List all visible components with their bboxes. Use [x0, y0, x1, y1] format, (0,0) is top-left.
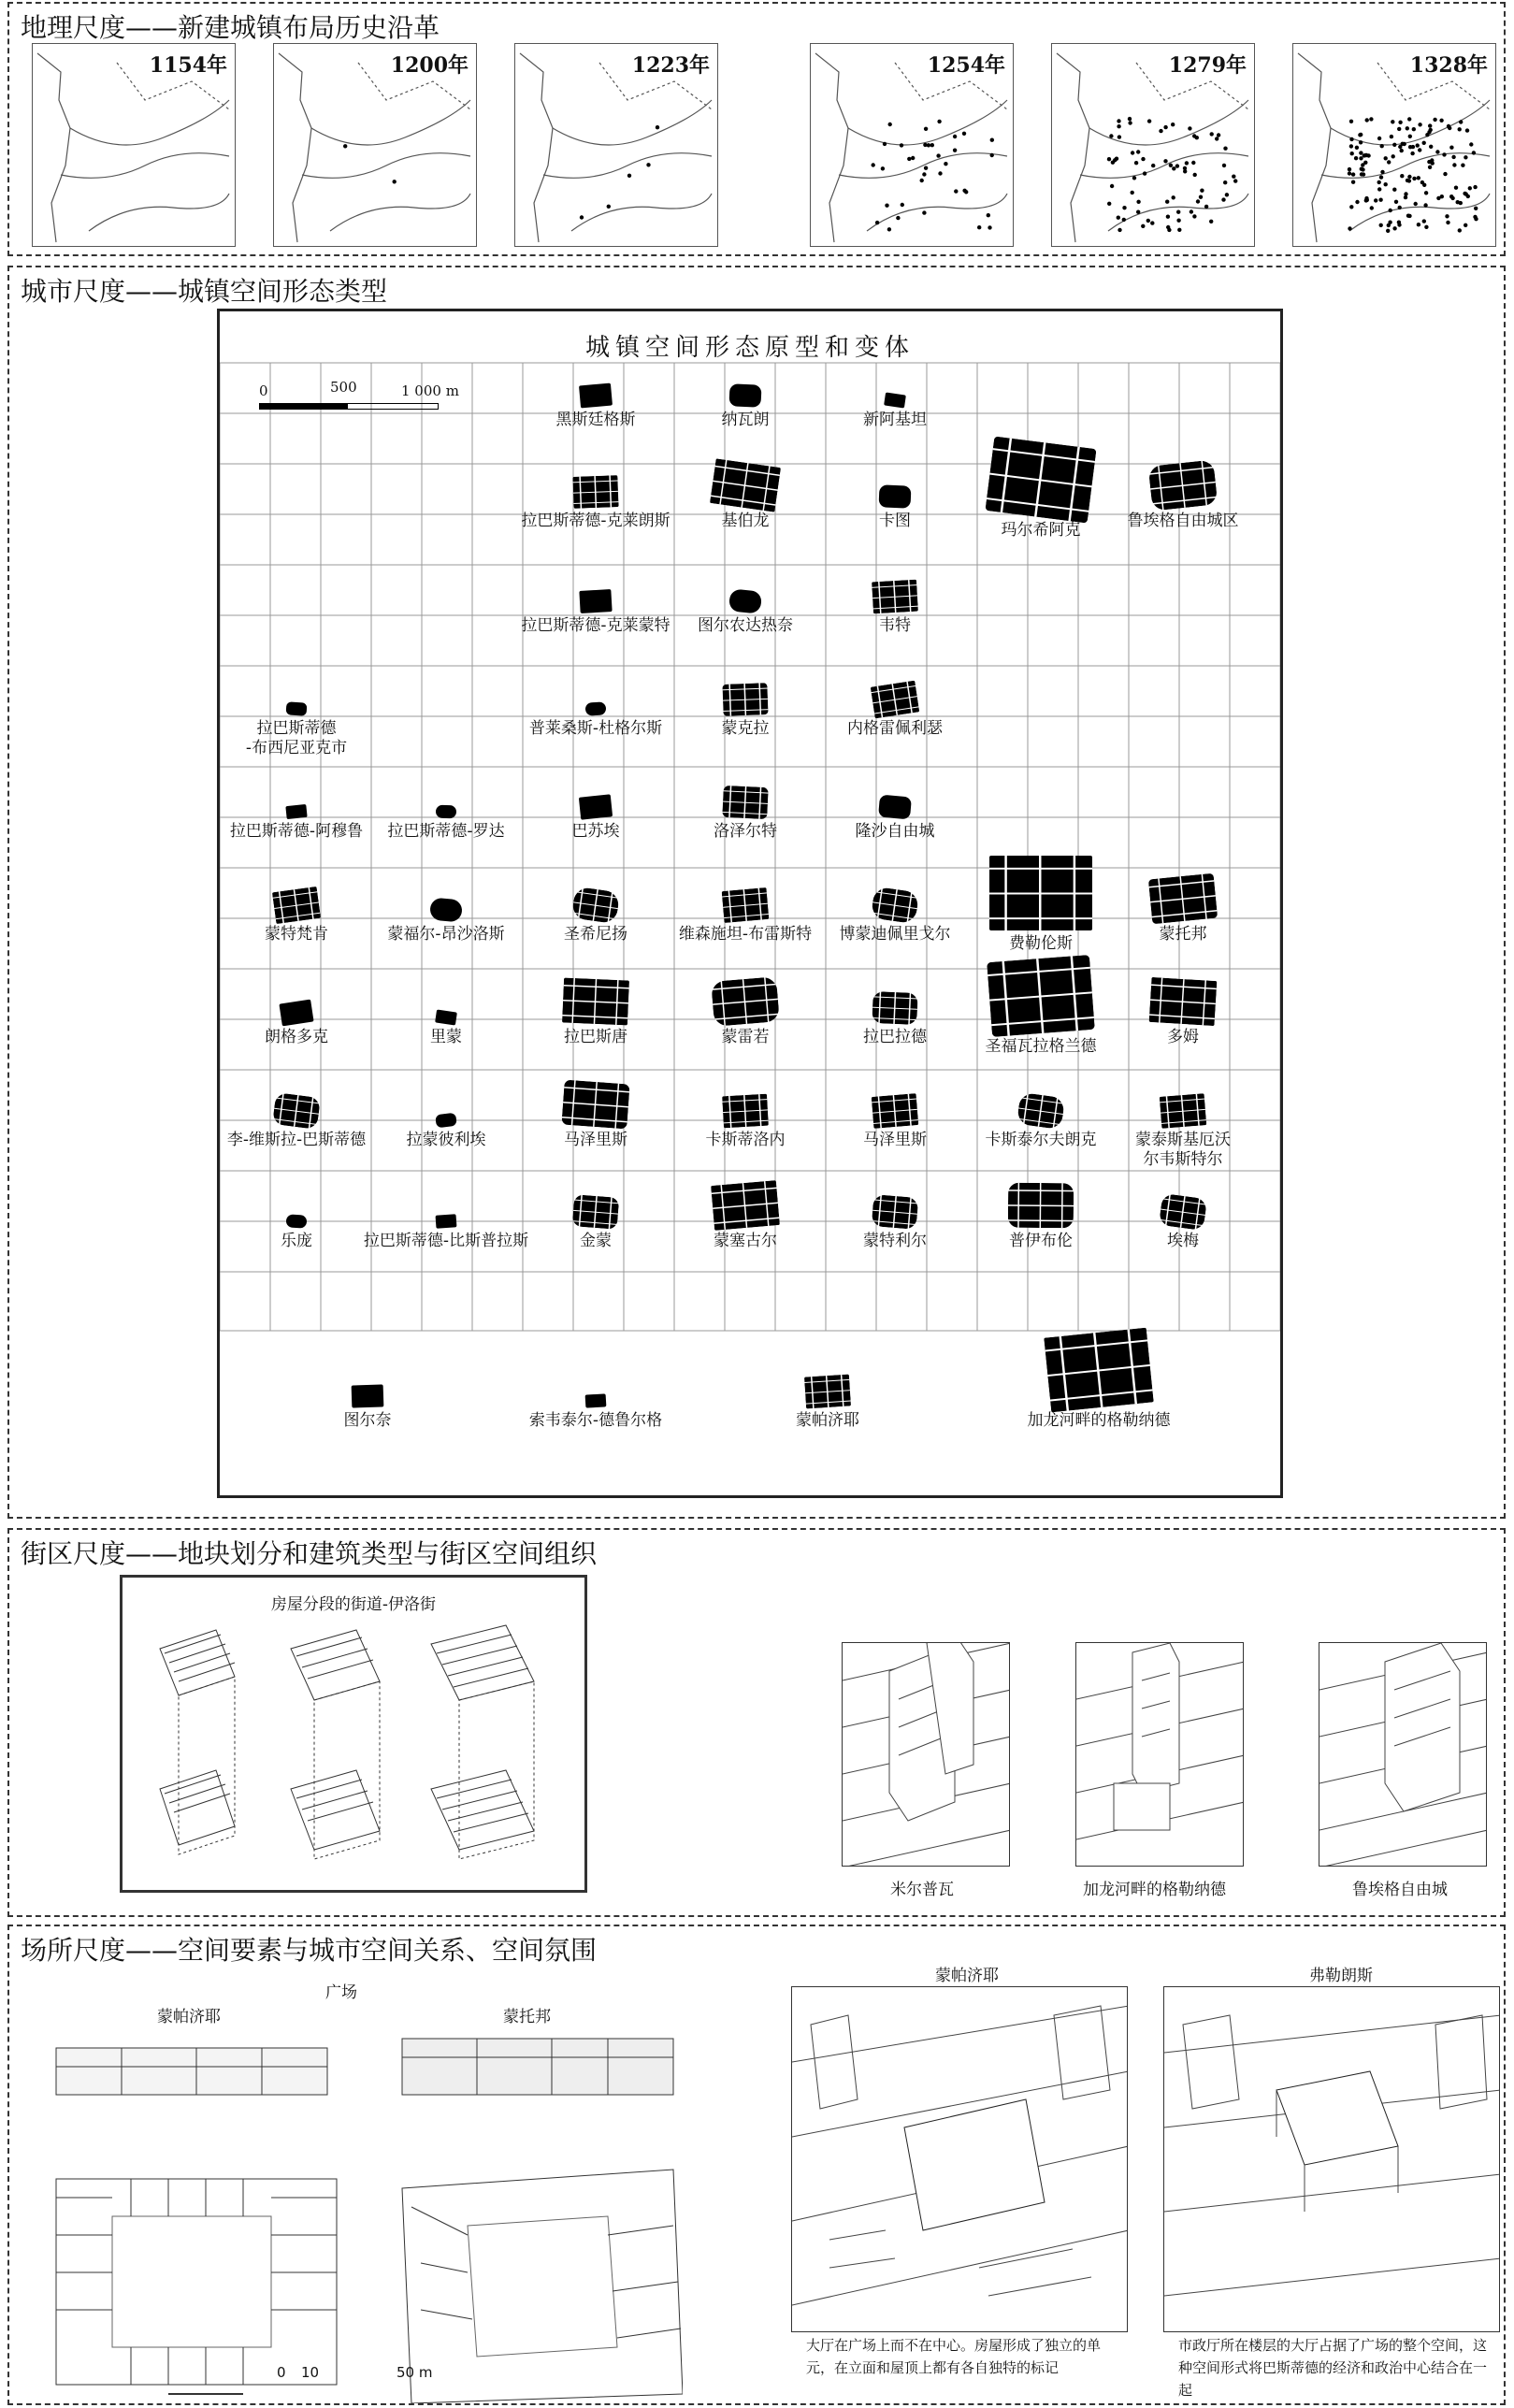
town-44-plan — [711, 1180, 780, 1231]
town-14-plan — [871, 681, 920, 719]
town-34-plan — [272, 1092, 321, 1130]
bottom-town-2-label: 蒙帕济耶 — [796, 1411, 859, 1430]
caption-rouergue: 鲁埃格自由城 — [1352, 1881, 1448, 1899]
town-41-plan — [286, 1214, 308, 1228]
sketch-drawing-2 — [1164, 1987, 1500, 2332]
town-6-label: 玛尔希阿克 — [1001, 521, 1081, 540]
town-43-label: 金蒙 — [580, 1232, 612, 1250]
town-32-plan — [987, 955, 1095, 1037]
town-32-label: 圣福瓦拉格兰德 — [985, 1037, 1097, 1056]
axon-drawing-1 — [843, 1643, 1010, 1867]
town-7-label: 鲁埃格自由城区 — [1127, 512, 1239, 530]
map-year-label: 1328年 — [1409, 53, 1488, 78]
town-18-plan — [722, 786, 769, 819]
map-year-label: 1154年 — [149, 53, 227, 78]
town-43-plan — [572, 1194, 620, 1230]
town-25-label: 费勒伦斯 — [1009, 934, 1073, 953]
town-19-label: 隆沙自由城 — [855, 822, 935, 841]
town-10-plan — [872, 580, 918, 614]
town-36-label: 马泽里斯 — [564, 1131, 627, 1149]
town-10-label: 韦特 — [879, 616, 911, 635]
town-11-plan — [286, 701, 308, 716]
town-41-label: 乐庞 — [281, 1232, 312, 1250]
town-9-label: 图尔农达热奈 — [698, 616, 793, 635]
town-4-label: 基伯龙 — [721, 512, 770, 530]
town-26-plan — [1148, 873, 1218, 925]
town-15-label: 拉巴斯蒂德-阿穆鲁 — [229, 822, 364, 841]
bottom-town-1-label: 索韦泰尔-德鲁尔格 — [528, 1411, 663, 1430]
left-title-montauban: 蒙托邦 — [503, 2008, 551, 2026]
town-typology-chart — [217, 309, 1283, 1498]
map-2 — [514, 43, 718, 247]
street-segment-panel — [120, 1575, 587, 1893]
town-47-label: 埃梅 — [1167, 1232, 1199, 1250]
town-33-label: 多姆 — [1167, 1028, 1199, 1046]
town-24-label: 博蒙迪佩里戈尔 — [839, 925, 951, 944]
town-12-label: 普莱桑斯-杜格尔斯 — [528, 719, 663, 738]
square-label: 广场 — [325, 1983, 357, 2002]
scale-tick-1000: 1 000 m — [401, 382, 459, 399]
town-17-plan — [579, 794, 613, 819]
town-8-label: 拉巴斯蒂德-克莱蒙特 — [521, 616, 670, 635]
scale-tick-500: 500 — [330, 379, 357, 396]
right-title-villefranche: 弗勒朗斯 — [1309, 1967, 1373, 1985]
town-15-plan — [285, 804, 307, 819]
right-title-monpazier: 蒙帕济耶 — [935, 1967, 999, 1985]
town-46-label: 普伊布伦 — [1009, 1232, 1073, 1250]
axon-view-mirepoix — [842, 1642, 1010, 1867]
town-42-plan — [436, 1214, 457, 1229]
scale-bar-fill — [259, 404, 348, 409]
town-5-label: 卡图 — [879, 512, 911, 530]
town-39-label: 卡斯泰尔夫朗克 — [985, 1131, 1097, 1149]
town-17-label: 巴苏埃 — [571, 822, 620, 841]
town-14-label: 内格雷佩利瑟 — [847, 719, 943, 738]
town-30-label: 蒙雷若 — [721, 1028, 770, 1046]
town-27-plan — [279, 1000, 313, 1027]
map-0 — [32, 43, 236, 247]
town-36-plan — [561, 1080, 629, 1130]
town-28-plan — [435, 1009, 457, 1025]
section-title: 场所尺度——空间要素与城市空间关系、空间氛围 — [21, 1935, 598, 1966]
town-26-label: 蒙托邦 — [1159, 925, 1207, 944]
town-13-plan — [722, 683, 768, 716]
map-3 — [810, 43, 1014, 247]
sketch-drawing-1 — [792, 1987, 1128, 2332]
town-44-label: 蒙塞古尔 — [714, 1232, 777, 1250]
map-4 — [1051, 43, 1255, 247]
town-22-label: 圣希尼扬 — [564, 925, 627, 944]
town-40-label: 蒙泰斯基厄沃 尔韦斯特尔 — [1135, 1131, 1231, 1169]
square-elevations-and-plans — [28, 2020, 683, 2403]
text-villefranche: 市政厅所在楼层的大厅占据了广场的整个空间，这种空间形式将巴斯蒂德的经济和政治中心结合在一起 — [1178, 2337, 1488, 2399]
town-33-plan — [1149, 977, 1218, 1026]
town-23-plan — [722, 887, 770, 923]
town-6-plan — [985, 436, 1096, 523]
town-3-label: 拉巴斯蒂德-克莱朗斯 — [521, 512, 670, 530]
axon-drawing-2 — [1076, 1643, 1244, 1867]
section-title: 地理尺度——新建城镇布局历史沿革 — [21, 12, 440, 43]
town-31-label: 拉巴拉德 — [863, 1028, 927, 1046]
town-45-plan — [872, 1194, 919, 1230]
town-42-label: 拉巴斯蒂德-比斯普拉斯 — [363, 1232, 529, 1250]
town-27-label: 朗格多克 — [265, 1028, 328, 1046]
caption-grenade: 加龙河畔的格勒纳德 — [1083, 1881, 1226, 1899]
panel-title: 房屋分段的街道-伊洛街 — [270, 1595, 437, 1614]
left-title-monpazier: 蒙帕济耶 — [157, 2008, 221, 2026]
town-0-plan — [579, 383, 613, 409]
town-37-plan — [722, 1094, 769, 1129]
section-place-scale — [7, 1925, 1506, 2405]
section-city-scale — [7, 266, 1506, 1519]
town-21-plan — [429, 897, 463, 922]
town-28-label: 里蒙 — [430, 1028, 462, 1046]
town-23-label: 维森施坦-布雷斯特 — [678, 925, 813, 944]
town-12-plan — [585, 701, 607, 716]
town-11-label: 拉巴斯蒂德 -布西尼亚克市 — [245, 719, 348, 757]
town-13-label: 蒙克拉 — [721, 719, 770, 738]
scale-tick-50: 50 m — [397, 2364, 433, 2381]
town-47-plan — [1159, 1193, 1207, 1231]
chart-title: 城镇空间形态原型和变体 — [584, 334, 915, 362]
town-35-label: 拉蒙彼利埃 — [406, 1131, 486, 1149]
map-year-label: 1254年 — [927, 53, 1005, 78]
bottom-town-1-plan — [585, 1393, 607, 1407]
town-45-label: 蒙特利尔 — [863, 1232, 927, 1250]
perspective-sketch-monpazier — [791, 1986, 1128, 2332]
axon-view-rouergue — [1319, 1642, 1487, 1867]
section-title: 街区尺度——地块划分和建筑类型与街区空间组织 — [21, 1538, 598, 1569]
town-31-plan — [872, 991, 917, 1025]
town-16-plan — [436, 805, 456, 818]
town-29-label: 拉巴斯唐 — [564, 1028, 627, 1046]
section-geographic-scale — [7, 2, 1506, 256]
bottom-town-2-plan — [804, 1374, 851, 1408]
town-20-label: 蒙特梵肯 — [265, 925, 328, 944]
town-2-plan — [884, 392, 906, 408]
bottom-town-0-label: 图尔奈 — [343, 1411, 392, 1430]
town-30-plan — [711, 976, 780, 1027]
town-1-plan — [728, 383, 761, 408]
map-5 — [1292, 43, 1496, 247]
caption-mirepoix: 米尔普瓦 — [890, 1881, 954, 1899]
town-46-plan — [1008, 1183, 1074, 1229]
town-21-label: 蒙福尔-昂沙洛斯 — [387, 925, 505, 944]
town-20-plan — [272, 887, 321, 924]
town-0-label: 黑斯廷格斯 — [555, 411, 636, 429]
town-7-plan — [1148, 459, 1218, 511]
bottom-town-3-label: 加龙河畔的格勒纳德 — [1027, 1411, 1171, 1430]
town-25-plan — [989, 856, 1092, 930]
axon-view-grenade — [1075, 1642, 1244, 1867]
section-block-scale — [7, 1528, 1506, 1917]
town-19-plan — [878, 795, 912, 820]
bottom-town-0-plan — [352, 1384, 384, 1407]
town-38-label: 马泽里斯 — [863, 1131, 927, 1149]
text-monpazier: 大厅在广场上而不在中心。房屋形成了独立的单元，在立面和屋顶上都有各自独特的标记 — [806, 2337, 1102, 2376]
section-title: 城市尺度——城镇空间形态类型 — [21, 276, 388, 307]
perspective-sketch-villefranche — [1163, 1986, 1500, 2332]
town-37-label: 卡斯蒂洛内 — [705, 1131, 786, 1149]
town-1-label: 纳瓦朗 — [721, 411, 770, 429]
town-9-plan — [728, 588, 762, 613]
map-1 — [273, 43, 477, 247]
scale-tick-10: 10 — [301, 2364, 320, 2381]
town-5-plan — [879, 484, 912, 508]
axon-drawing-3 — [1319, 1643, 1487, 1867]
town-2-label: 新阿基坦 — [863, 411, 927, 429]
town-4-plan — [710, 458, 781, 512]
bottom-town-3-plan — [1044, 1328, 1154, 1413]
town-29-plan — [562, 977, 629, 1025]
town-18-label: 洛泽尔特 — [714, 822, 777, 841]
town-40-plan — [1160, 1093, 1207, 1129]
map-year-label: 1279年 — [1168, 53, 1247, 78]
scale-tick-0: 0 — [277, 2364, 286, 2381]
town-34-label: 李-维斯拉-巴斯蒂德 — [226, 1131, 367, 1149]
axonometric-street-drawing — [123, 1611, 584, 1892]
town-8-plan — [579, 589, 612, 613]
map-year-label: 1223年 — [631, 53, 710, 78]
town-3-plan — [572, 475, 618, 509]
scale-tick-0: 0 — [259, 382, 268, 399]
town-38-plan — [872, 1093, 919, 1129]
town-16-label: 拉巴斯蒂德-罗达 — [387, 822, 505, 841]
map-year-label: 1200年 — [390, 53, 469, 78]
